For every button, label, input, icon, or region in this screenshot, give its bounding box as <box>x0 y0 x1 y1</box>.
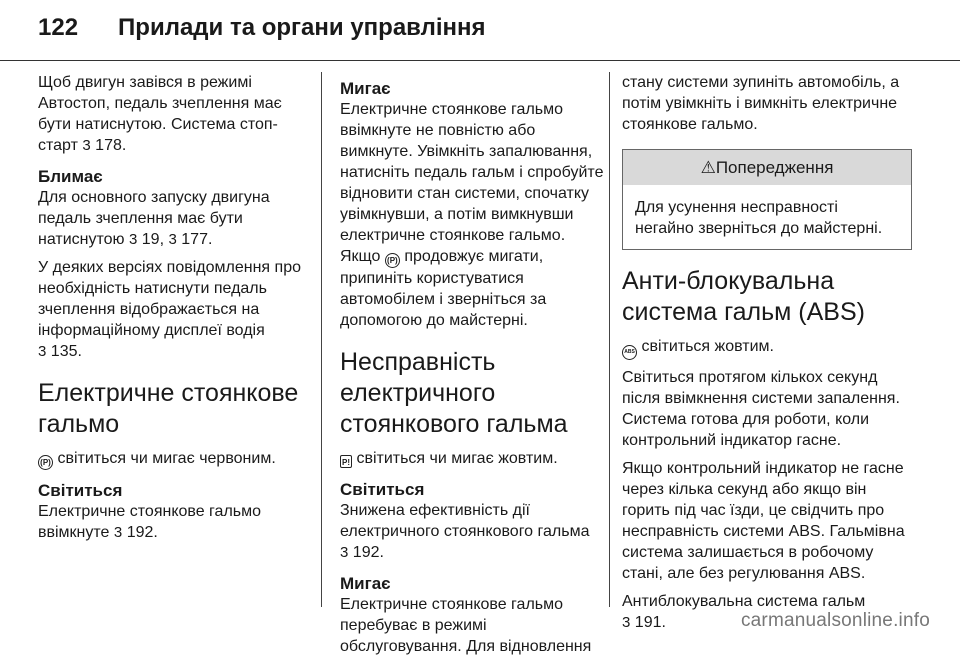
header-divider <box>0 60 960 61</box>
paragraph-text: Електричне стоянкове гальмо ввімкнуте не повністю або вимкнуте. Увімкніть запалювання, натисніть педаль гальм і спробуйте відновити стан системи, спочатку увімкнувши, а потім вимкнувши електричне стоянкове гальмо. Якщо <box>340 101 604 265</box>
page-reference[interactable]: 19, <box>141 231 169 248</box>
paragraph: Світиться протягом кількох секунд після ввімкнення системи запалення. Система готова для роботи, коли контрольний індикатор гасне. <box>622 369 900 449</box>
paragraph: Якщо контрольний індикатор не гасне через кілька секунд або якщо він горить під час їзди, це свідчить про несправність системи ABS. Гальмівна система залишається в робочому стані, але без регулювання ABS. <box>622 460 905 582</box>
page-reference[interactable]: 177. <box>181 231 213 248</box>
paragraph-text: Електричне стоянкове гальмо ввімкнуте <box>38 503 262 541</box>
reference-arrow-icon: 3 <box>38 343 47 360</box>
reference-arrow-icon: 3 <box>82 137 91 154</box>
paragraph <box>38 187 306 250</box>
paragraph <box>38 501 306 543</box>
paragraph <box>340 500 608 563</box>
page-reference[interactable]: 192. <box>352 544 384 561</box>
warning-header <box>623 150 911 185</box>
subheading-flash: Мигає <box>340 574 391 593</box>
subheading-flash: Мигає <box>340 79 391 98</box>
reference-arrow-icon: 3 <box>622 614 631 631</box>
page-title: Прилади та органи управління <box>118 14 486 41</box>
paragraph-text: Антиблокувальна система гальм <box>622 593 866 610</box>
warning-icon: ⚠ <box>700 158 716 177</box>
warning-title: Попередження <box>715 158 834 177</box>
parking-brake-icon: (P) <box>385 253 400 268</box>
paragraph-text: У деяких версіях повідомлення про необхідність натиснути педаль зчеплення відображається на інформаційному дисплеї водія <box>38 259 301 339</box>
column-divider <box>609 72 610 607</box>
warning-text: Для усунення несправності негайно зверніться до майстерні. <box>635 199 883 237</box>
page-reference[interactable]: 135. <box>50 343 82 360</box>
paragraph-text: світиться чи мигає червоним. <box>53 450 276 467</box>
page-header <box>38 14 486 54</box>
reference-arrow-icon: 3 <box>128 231 138 248</box>
section-heading-epb: Електричне стоянкове гальмо <box>38 379 299 438</box>
paragraph: стану системи зупиніть автомобіль, а потім увімкніть і вимкніть електричне стоянкове гальмо. <box>622 74 900 133</box>
column-divider <box>321 72 322 607</box>
subheading-blink: Блимає <box>38 167 103 186</box>
paragraph-text: продовжує мигати, припиніть користуватися автомобілем і зверніться за допомогою до майстерні. <box>340 248 547 329</box>
brake-fault-icon: P! <box>340 455 352 468</box>
column-1 <box>38 72 306 550</box>
paragraph <box>622 336 912 360</box>
warning-box <box>622 149 912 250</box>
subheading-lit: Світиться <box>340 480 425 499</box>
reference-arrow-icon: 3 <box>168 231 177 248</box>
paragraph <box>38 448 306 470</box>
page-reference[interactable]: 192. <box>126 524 158 541</box>
paragraph <box>340 594 608 657</box>
footer-watermark: carmanualsonline.info <box>740 610 930 631</box>
reference-arrow-icon: 3 <box>113 524 123 541</box>
parking-brake-icon: (P) <box>38 455 53 470</box>
paragraph-text: Електричне стоянкове гальмо перебуває в режимі обслуговування. Для відновлення <box>340 596 592 655</box>
column-2 <box>340 78 608 664</box>
page-reference[interactable]: 178. <box>95 137 127 154</box>
subheading-lit: Світиться <box>38 481 123 500</box>
reference-arrow-icon: 3 <box>340 544 349 561</box>
page-number: 122 <box>38 14 79 41</box>
paragraph <box>38 72 306 156</box>
section-heading-abs: Анти-блокувальна система гальм (ABS) <box>622 267 865 326</box>
paragraph <box>38 257 306 362</box>
paragraph <box>340 448 608 469</box>
paragraph-text: Щоб двигун завівся в режимі Автостоп, педаль зчеплення має бути натиснутою. Система стоп-старт <box>38 74 282 154</box>
paragraph-text: світиться жовтим. <box>637 338 774 355</box>
paragraph-text: Знижена ефективність дії електричного стоянкового гальма <box>340 502 590 540</box>
page-reference[interactable]: 191. <box>634 614 666 631</box>
section-heading-fault: Несправність електричного стоянкового гальма <box>340 348 568 438</box>
abs-icon: ABS <box>622 345 637 360</box>
paragraph-text: світиться чи мигає жовтим. <box>352 450 558 467</box>
paragraph <box>340 99 608 331</box>
paragraph-text: Для основного запуску двигуна педаль зчеплення має бути натиснутою <box>38 189 270 248</box>
column-3 <box>622 72 912 640</box>
